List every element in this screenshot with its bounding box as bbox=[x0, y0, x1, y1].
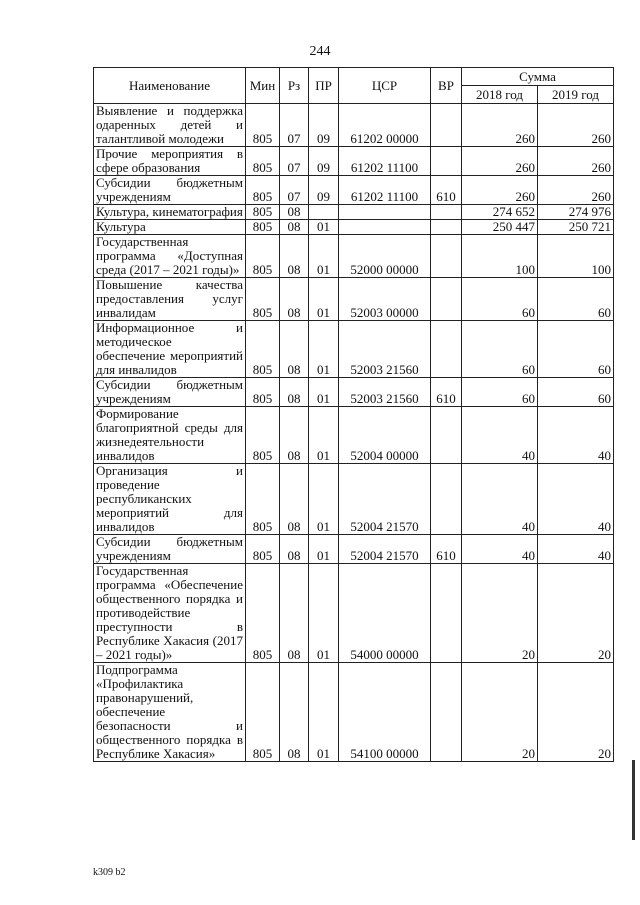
cell-vr bbox=[431, 321, 462, 378]
table-row bbox=[94, 407, 614, 464]
cell-csr: 52003 00000 bbox=[339, 278, 431, 321]
cell-vr bbox=[431, 205, 462, 220]
cell-rz: 08 bbox=[280, 220, 309, 235]
cell-amount-2018: 260 bbox=[462, 176, 538, 205]
cell-amount-2018: 274 652 bbox=[462, 205, 538, 220]
cell-rz: 08 bbox=[280, 407, 309, 464]
cell-vr bbox=[431, 464, 462, 535]
cell-amount-2018: 260 bbox=[462, 147, 538, 176]
cell-name: Выявление и поддержка одаренных детей и талантливой молодежи bbox=[94, 104, 246, 147]
cell-csr: 52004 00000 bbox=[339, 407, 431, 464]
table-row bbox=[94, 464, 614, 535]
cell-csr: 61202 11100 bbox=[339, 176, 431, 205]
cell-vr: 610 bbox=[431, 378, 462, 407]
cell-amount-2018: 40 bbox=[462, 407, 538, 464]
cell-rz: 07 bbox=[280, 176, 309, 205]
cell-pr: 01 bbox=[309, 663, 339, 762]
table-row bbox=[94, 278, 614, 321]
cell-rz: 08 bbox=[280, 564, 309, 663]
cell-vr bbox=[431, 104, 462, 147]
page-number: 244 bbox=[309, 44, 331, 59]
table-row bbox=[94, 378, 614, 407]
cell-amount-2019: 40 bbox=[538, 464, 614, 535]
cell-csr: 61202 11100 bbox=[339, 147, 431, 176]
cell-name: Субсидии бюджетным учреждениям bbox=[94, 176, 246, 205]
cell-pr: 01 bbox=[309, 220, 339, 235]
table-row bbox=[94, 535, 614, 564]
cell-pr: 01 bbox=[309, 278, 339, 321]
cell-name: Государственная программа «Доступная среда (2017 – 2021 годы)» bbox=[94, 235, 246, 278]
cell-amount-2019: 100 bbox=[538, 235, 614, 278]
cell-vr: 610 bbox=[431, 176, 462, 205]
cell-rz: 08 bbox=[280, 535, 309, 564]
header-year-2019: 2019 год bbox=[538, 86, 614, 104]
cell-amount-2019: 20 bbox=[538, 564, 614, 663]
cell-name: Субсидии бюджетным учреждениям bbox=[94, 378, 246, 407]
cell-vr bbox=[431, 220, 462, 235]
cell-vr bbox=[431, 278, 462, 321]
cell-min: 805 bbox=[246, 220, 280, 235]
cell-min: 805 bbox=[246, 564, 280, 663]
cell-pr: 09 bbox=[309, 104, 339, 147]
cell-vr bbox=[431, 663, 462, 762]
header-vr: ВР bbox=[431, 68, 462, 104]
cell-amount-2018: 40 bbox=[462, 464, 538, 535]
cell-amount-2018: 260 bbox=[462, 104, 538, 147]
table-row bbox=[94, 564, 614, 663]
cell-rz: 08 bbox=[280, 464, 309, 535]
header-name: Наименование bbox=[94, 68, 246, 104]
header-rz: Рз bbox=[280, 68, 309, 104]
table-row bbox=[94, 147, 614, 176]
cell-amount-2019: 20 bbox=[538, 663, 614, 762]
table-row bbox=[94, 176, 614, 205]
cell-csr: 52003 21560 bbox=[339, 321, 431, 378]
cell-pr: 01 bbox=[309, 321, 339, 378]
cell-csr: 52000 00000 bbox=[339, 235, 431, 278]
footer-code: k309 b2 bbox=[93, 867, 126, 878]
cell-vr bbox=[431, 407, 462, 464]
cell-name: Культура bbox=[94, 220, 246, 235]
cell-rz: 08 bbox=[280, 205, 309, 220]
cell-amount-2019: 40 bbox=[538, 407, 614, 464]
cell-min: 805 bbox=[246, 663, 280, 762]
cell-name: Повышение качества предоставления услуг инвалидам bbox=[94, 278, 246, 321]
cell-amount-2019: 260 bbox=[538, 176, 614, 205]
cell-vr: 610 bbox=[431, 535, 462, 564]
cell-min: 805 bbox=[246, 321, 280, 378]
cell-pr: 01 bbox=[309, 235, 339, 278]
table-row bbox=[94, 220, 614, 235]
budget-table bbox=[93, 67, 614, 762]
cell-amount-2018: 20 bbox=[462, 663, 538, 762]
table-header bbox=[94, 68, 614, 104]
cell-rz: 08 bbox=[280, 663, 309, 762]
cell-pr: 01 bbox=[309, 535, 339, 564]
cell-rz: 07 bbox=[280, 147, 309, 176]
cell-rz: 08 bbox=[280, 278, 309, 321]
table-body bbox=[94, 104, 614, 762]
cell-csr: 52004 21570 bbox=[339, 535, 431, 564]
cell-rz: 07 bbox=[280, 104, 309, 147]
cell-min: 805 bbox=[246, 104, 280, 147]
cell-rz: 08 bbox=[280, 235, 309, 278]
cell-name: Субсидии бюджетным учреждениям bbox=[94, 535, 246, 564]
cell-pr: 09 bbox=[309, 147, 339, 176]
cell-name: Прочие мероприятия в сфере образования bbox=[94, 147, 246, 176]
cell-name: Государственная программа «Обеспечение общественного порядка и противодействие преступности в Республике Хакасия (2017 – 2021 годы)» bbox=[94, 564, 246, 663]
cell-csr: 52004 21570 bbox=[339, 464, 431, 535]
cell-amount-2018: 60 bbox=[462, 321, 538, 378]
cell-csr bbox=[339, 205, 431, 220]
cell-rz: 08 bbox=[280, 321, 309, 378]
cell-amount-2019: 60 bbox=[538, 321, 614, 378]
cell-amount-2019: 250 721 bbox=[538, 220, 614, 235]
cell-amount-2019: 60 bbox=[538, 278, 614, 321]
cell-pr: 01 bbox=[309, 407, 339, 464]
header-pr: ПР bbox=[309, 68, 339, 104]
cell-pr bbox=[309, 205, 339, 220]
cell-pr: 09 bbox=[309, 176, 339, 205]
cell-name: Организация и проведение республиканских мероприятий для инвалидов bbox=[94, 464, 246, 535]
cell-amount-2019: 260 bbox=[538, 147, 614, 176]
cell-csr: 54000 00000 bbox=[339, 564, 431, 663]
cell-name: Формирование благоприятной среды для жизнедеятельности инвалидов bbox=[94, 407, 246, 464]
cell-min: 805 bbox=[246, 378, 280, 407]
cell-csr: 52003 21560 bbox=[339, 378, 431, 407]
cell-amount-2018: 250 447 bbox=[462, 220, 538, 235]
cell-amount-2018: 60 bbox=[462, 278, 538, 321]
cell-amount-2018: 40 bbox=[462, 535, 538, 564]
cell-amount-2019: 274 976 bbox=[538, 205, 614, 220]
cell-min: 805 bbox=[246, 464, 280, 535]
header-sum: Сумма bbox=[462, 68, 614, 86]
cell-min: 805 bbox=[246, 278, 280, 321]
table-row bbox=[94, 663, 614, 762]
table-row bbox=[94, 321, 614, 378]
cell-min: 805 bbox=[246, 235, 280, 278]
cell-pr: 01 bbox=[309, 464, 339, 535]
cell-name: Подпрограмма «Профилактика правонарушений, обеспечение безопасности и общественного порядка в Республике Хакасия» bbox=[94, 663, 246, 762]
cell-amount-2018: 20 bbox=[462, 564, 538, 663]
cell-amount-2018: 100 bbox=[462, 235, 538, 278]
cell-amount-2018: 60 bbox=[462, 378, 538, 407]
cell-csr bbox=[339, 220, 431, 235]
cell-vr bbox=[431, 564, 462, 663]
cell-vr bbox=[431, 235, 462, 278]
cell-pr: 01 bbox=[309, 564, 339, 663]
cell-min: 805 bbox=[246, 147, 280, 176]
cell-min: 805 bbox=[246, 176, 280, 205]
cell-amount-2019: 260 bbox=[538, 104, 614, 147]
cell-min: 805 bbox=[246, 205, 280, 220]
table-row bbox=[94, 104, 614, 147]
cell-name: Информационное и методическое обеспечение мероприятий для инвалидов bbox=[94, 321, 246, 378]
cell-min: 805 bbox=[246, 535, 280, 564]
cell-vr bbox=[431, 147, 462, 176]
cell-name: Культура, кинематография bbox=[94, 205, 246, 220]
cell-csr: 61202 00000 bbox=[339, 104, 431, 147]
cell-amount-2019: 60 bbox=[538, 378, 614, 407]
cell-min: 805 bbox=[246, 407, 280, 464]
scan-edge-mark bbox=[632, 760, 635, 840]
cell-amount-2019: 40 bbox=[538, 535, 614, 564]
cell-rz: 08 bbox=[280, 378, 309, 407]
header-year-2018: 2018 год bbox=[462, 86, 538, 104]
cell-pr: 01 bbox=[309, 378, 339, 407]
cell-csr: 54100 00000 bbox=[339, 663, 431, 762]
header-csr: ЦСР bbox=[339, 68, 431, 104]
header-min: Мин bbox=[246, 68, 280, 104]
table-row bbox=[94, 235, 614, 278]
table-row bbox=[94, 205, 614, 220]
